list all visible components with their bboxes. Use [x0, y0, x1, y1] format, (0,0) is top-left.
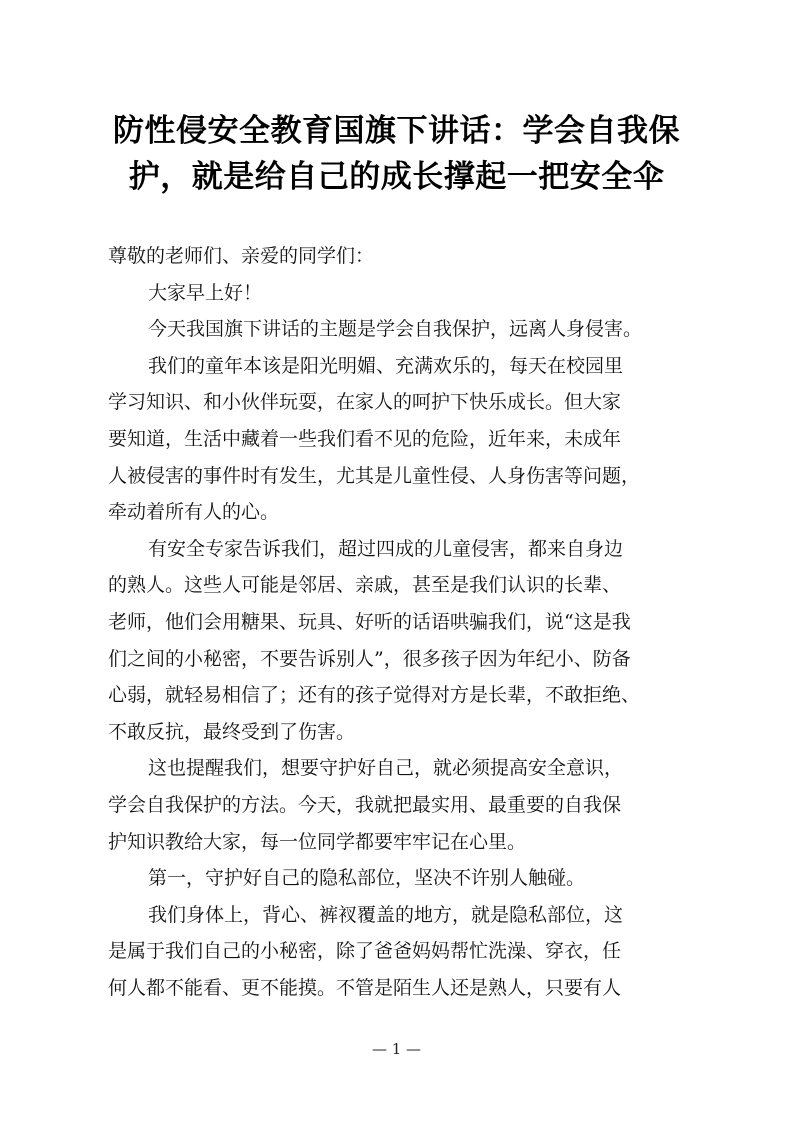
document-title [96, 108, 697, 200]
paragraph-line: 的熟人。这些人可能是邻居、亲戚，甚至是我们认识的长辈、 [108, 574, 622, 597]
paragraph-line: 不敢反抗，最终受到了伤害。 [108, 720, 356, 743]
salutation: 尊敬的老师们、亲爱的同学们： [108, 245, 375, 267]
paragraph-line: 心弱，就轻易相信了；还有的孩子觉得对方是长辈，不敢拒绝、 [108, 684, 641, 707]
paragraph-line: 大家早上好！ [148, 281, 263, 304]
paragraph-line: 们之间的小秘密，不要告诉别人”，很多孩子因为年纪小、防备 [108, 647, 631, 670]
title-line-1: 防性侵安全教育国旗下讲话：学会自我保 [113, 113, 680, 149]
paragraph-line: 人被侵害的事件时有发生，尤其是儿童性侵、人身伤害等问题， [108, 464, 641, 487]
paragraph-line: 是属于我们自己的小秘密，除了爸爸妈妈帮忙洗澡、穿衣，任 [108, 940, 622, 963]
paragraph-line: 这也提醒我们，想要守护好自己，就必须提高安全意识， [148, 757, 624, 780]
page-number: — 1 — [371, 1040, 422, 1058]
paragraph-line: 牵动着所有人的心。 [108, 501, 280, 524]
paragraph-line: 老师，他们会用糖果、玩具、好听的话语哄骗我们，说“这是我 [108, 610, 631, 633]
paragraph-line: 护知识教给大家，每一位同学都要牢牢记在心里。 [108, 830, 527, 853]
document-body [108, 238, 693, 1006]
paragraph-line: 我们的童年本该是阳光明媚、充满欢乐的，每天在校园里 [148, 354, 624, 377]
title-line-2: 护，就是给自己的成长撑起一把安全伞 [128, 159, 665, 195]
paragraph-line: 有安全专家告诉我们，超过四成的儿童侵害，都来自身边 [148, 537, 624, 560]
paragraph-line: 我们身体上，背心、裤衩覆盖的地方，就是隐私部位，这 [148, 903, 624, 926]
paragraph-line: 学会自我保护的方法。今天，我就把最实用、最重要的自我保 [108, 793, 622, 816]
paragraph-line: 今天我国旗下讲话的主题是学会自我保护，远离人身侵害。 [148, 318, 643, 341]
paragraph-line: 学习知识、和小伙伴玩耍，在家人的呵护下快乐成长。但大家 [108, 391, 622, 414]
paragraph-line: 何人都不能看、更不能摸。不管是陌生人还是熟人，只要有人 [108, 976, 622, 999]
paragraph-line: 要知道，生活中藏着一些我们看不见的危险，近年来，未成年 [108, 427, 622, 450]
section-heading: 第一，守护好自己的隐私部位，坚决不许别人触碰。 [148, 867, 586, 890]
